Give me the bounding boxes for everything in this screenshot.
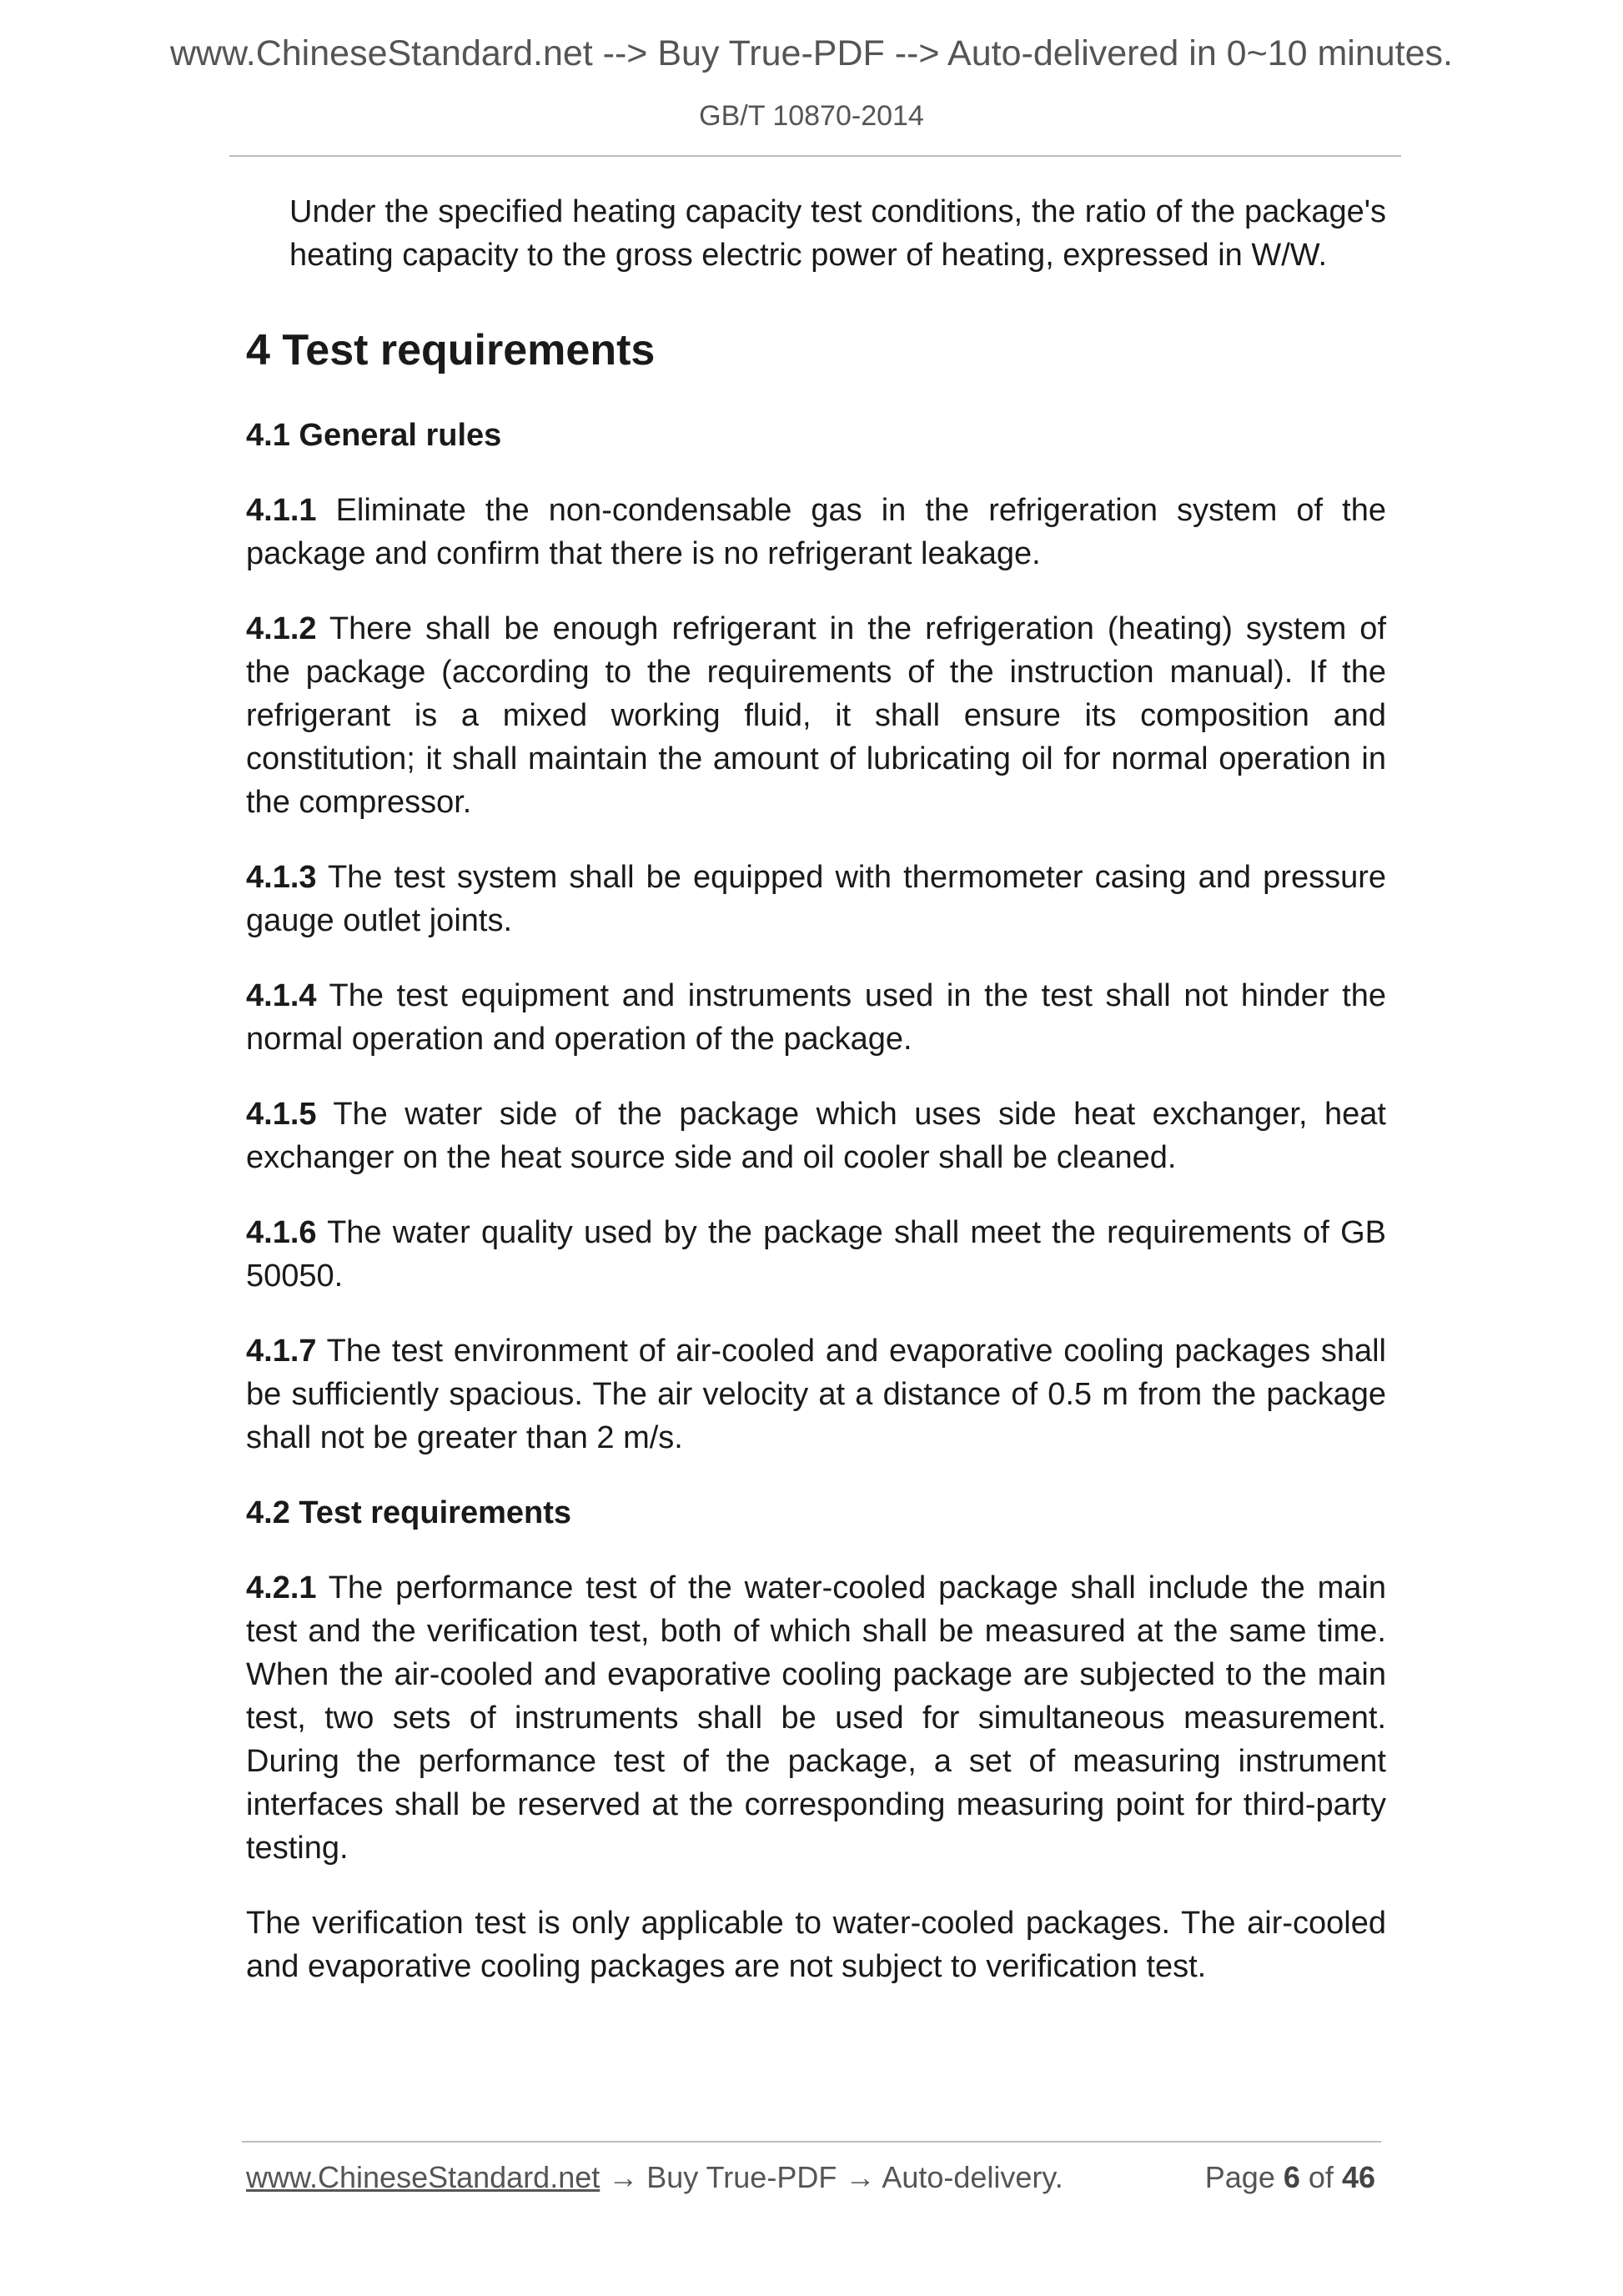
footer-website-link[interactable]: www.ChineseStandard.net	[246, 2160, 600, 2194]
clause-number: 4.1.6	[246, 1215, 317, 1250]
clause-text: The water side of the package which uses side heat exchanger, heat exchanger on the heat source side and oil cooler shall be cleaned.	[246, 1097, 1386, 1175]
clause-text: The test system shall be equipped with thermometer casing and pressure gauge outlet joints.	[246, 860, 1386, 938]
section-4-title: 4 Test requirements	[246, 326, 656, 374]
of-label: of	[1308, 2160, 1334, 2194]
clause-4-1-1	[246, 489, 1386, 575]
intro-paragraph: Under the specified heating capacity test conditions, the ratio of the package's heating capacity to the gross electric power of heating, expressed in W/W.	[289, 194, 1386, 273]
footer-divider	[242, 2141, 1381, 2143]
section-4-1-title: 4.1 General rules	[246, 418, 502, 453]
clause-number: 4.2.1	[246, 1570, 317, 1605]
clause-text: The performance test of the water-cooled package shall include the main test and the verification test, both of which shall be measured at the same time. When the air-cooled and evaporative cooling package are subjected to the main test, two sets of instruments shall be used for simultaneous measurement. During the performance test of the package, a set of measuring instrument interfaces shall be reserved at the corresponding measuring point for third-party testing.	[246, 1570, 1386, 1866]
clause-text: The water quality used by the package shall meet the requirements of GB 50050.	[246, 1215, 1386, 1294]
page-label: Page	[1204, 2160, 1275, 2194]
clause-text: The test environment of air-cooled and evaporative cooling packages shall be sufficiently spacious. The air velocity at a distance of 0.5 m from the package shall not be greater than 2 m/s.	[246, 1334, 1386, 1455]
clause-number: 4.1.1	[246, 493, 317, 528]
page-content	[246, 190, 1386, 2020]
page-number: 6	[1283, 2160, 1300, 2194]
clause-number: 4.1.4	[246, 978, 317, 1013]
clause-4-1-4	[246, 974, 1386, 1061]
section-4-2-title: 4.2 Test requirements	[246, 1495, 572, 1530]
clause-number: 4.1.5	[246, 1097, 317, 1132]
verification-paragraph: The verification test is only applicable to water-cooled packages. The air-cooled and evaporative cooling packages are not subject to verification test.	[246, 1906, 1386, 1984]
page-footer	[246, 2160, 1382, 2202]
clause-number: 4.1.7	[246, 1334, 317, 1369]
clause-number: 4.1.2	[246, 611, 317, 646]
footer-left	[246, 2160, 1063, 2195]
clause-4-1-6	[246, 1211, 1386, 1298]
footer-tagline: → Buy True-PDF → Auto-delivery.	[600, 2160, 1063, 2194]
clause-4-2-1	[246, 1566, 1386, 1870]
clause-4-1-2	[246, 607, 1386, 824]
clause-text: Eliminate the non-condensable gas in the refrigeration system of the package and confirm that there is no refrigerant leakage.	[246, 493, 1386, 571]
header-divider	[229, 155, 1401, 157]
clause-4-1-3	[246, 856, 1386, 942]
top-banner: www.ChineseStandard.net --> Buy True-PDF --> Auto-delivered in 0~10 minutes.	[169, 33, 1453, 73]
clause-4-1-7	[246, 1329, 1386, 1459]
page-indicator	[1205, 2160, 1375, 2195]
total-pages: 46	[1341, 2160, 1375, 2194]
clause-number: 4.1.3	[246, 860, 317, 895]
clause-4-1-5	[246, 1093, 1386, 1179]
standard-id: GB/T 10870-2014	[699, 100, 924, 132]
clause-text: The test equipment and instruments used in the test shall not hinder the normal operation and operation of the package.	[246, 978, 1386, 1057]
clause-text: There shall be enough refrigerant in the refrigeration (heating) system of the package (according to the requirements of the instruction manual). If the refrigerant is a mixed working fluid, it shall ensure its composition and constitution; it shall maintain the amount of lubricating oil for normal operation in the compressor.	[246, 611, 1386, 820]
